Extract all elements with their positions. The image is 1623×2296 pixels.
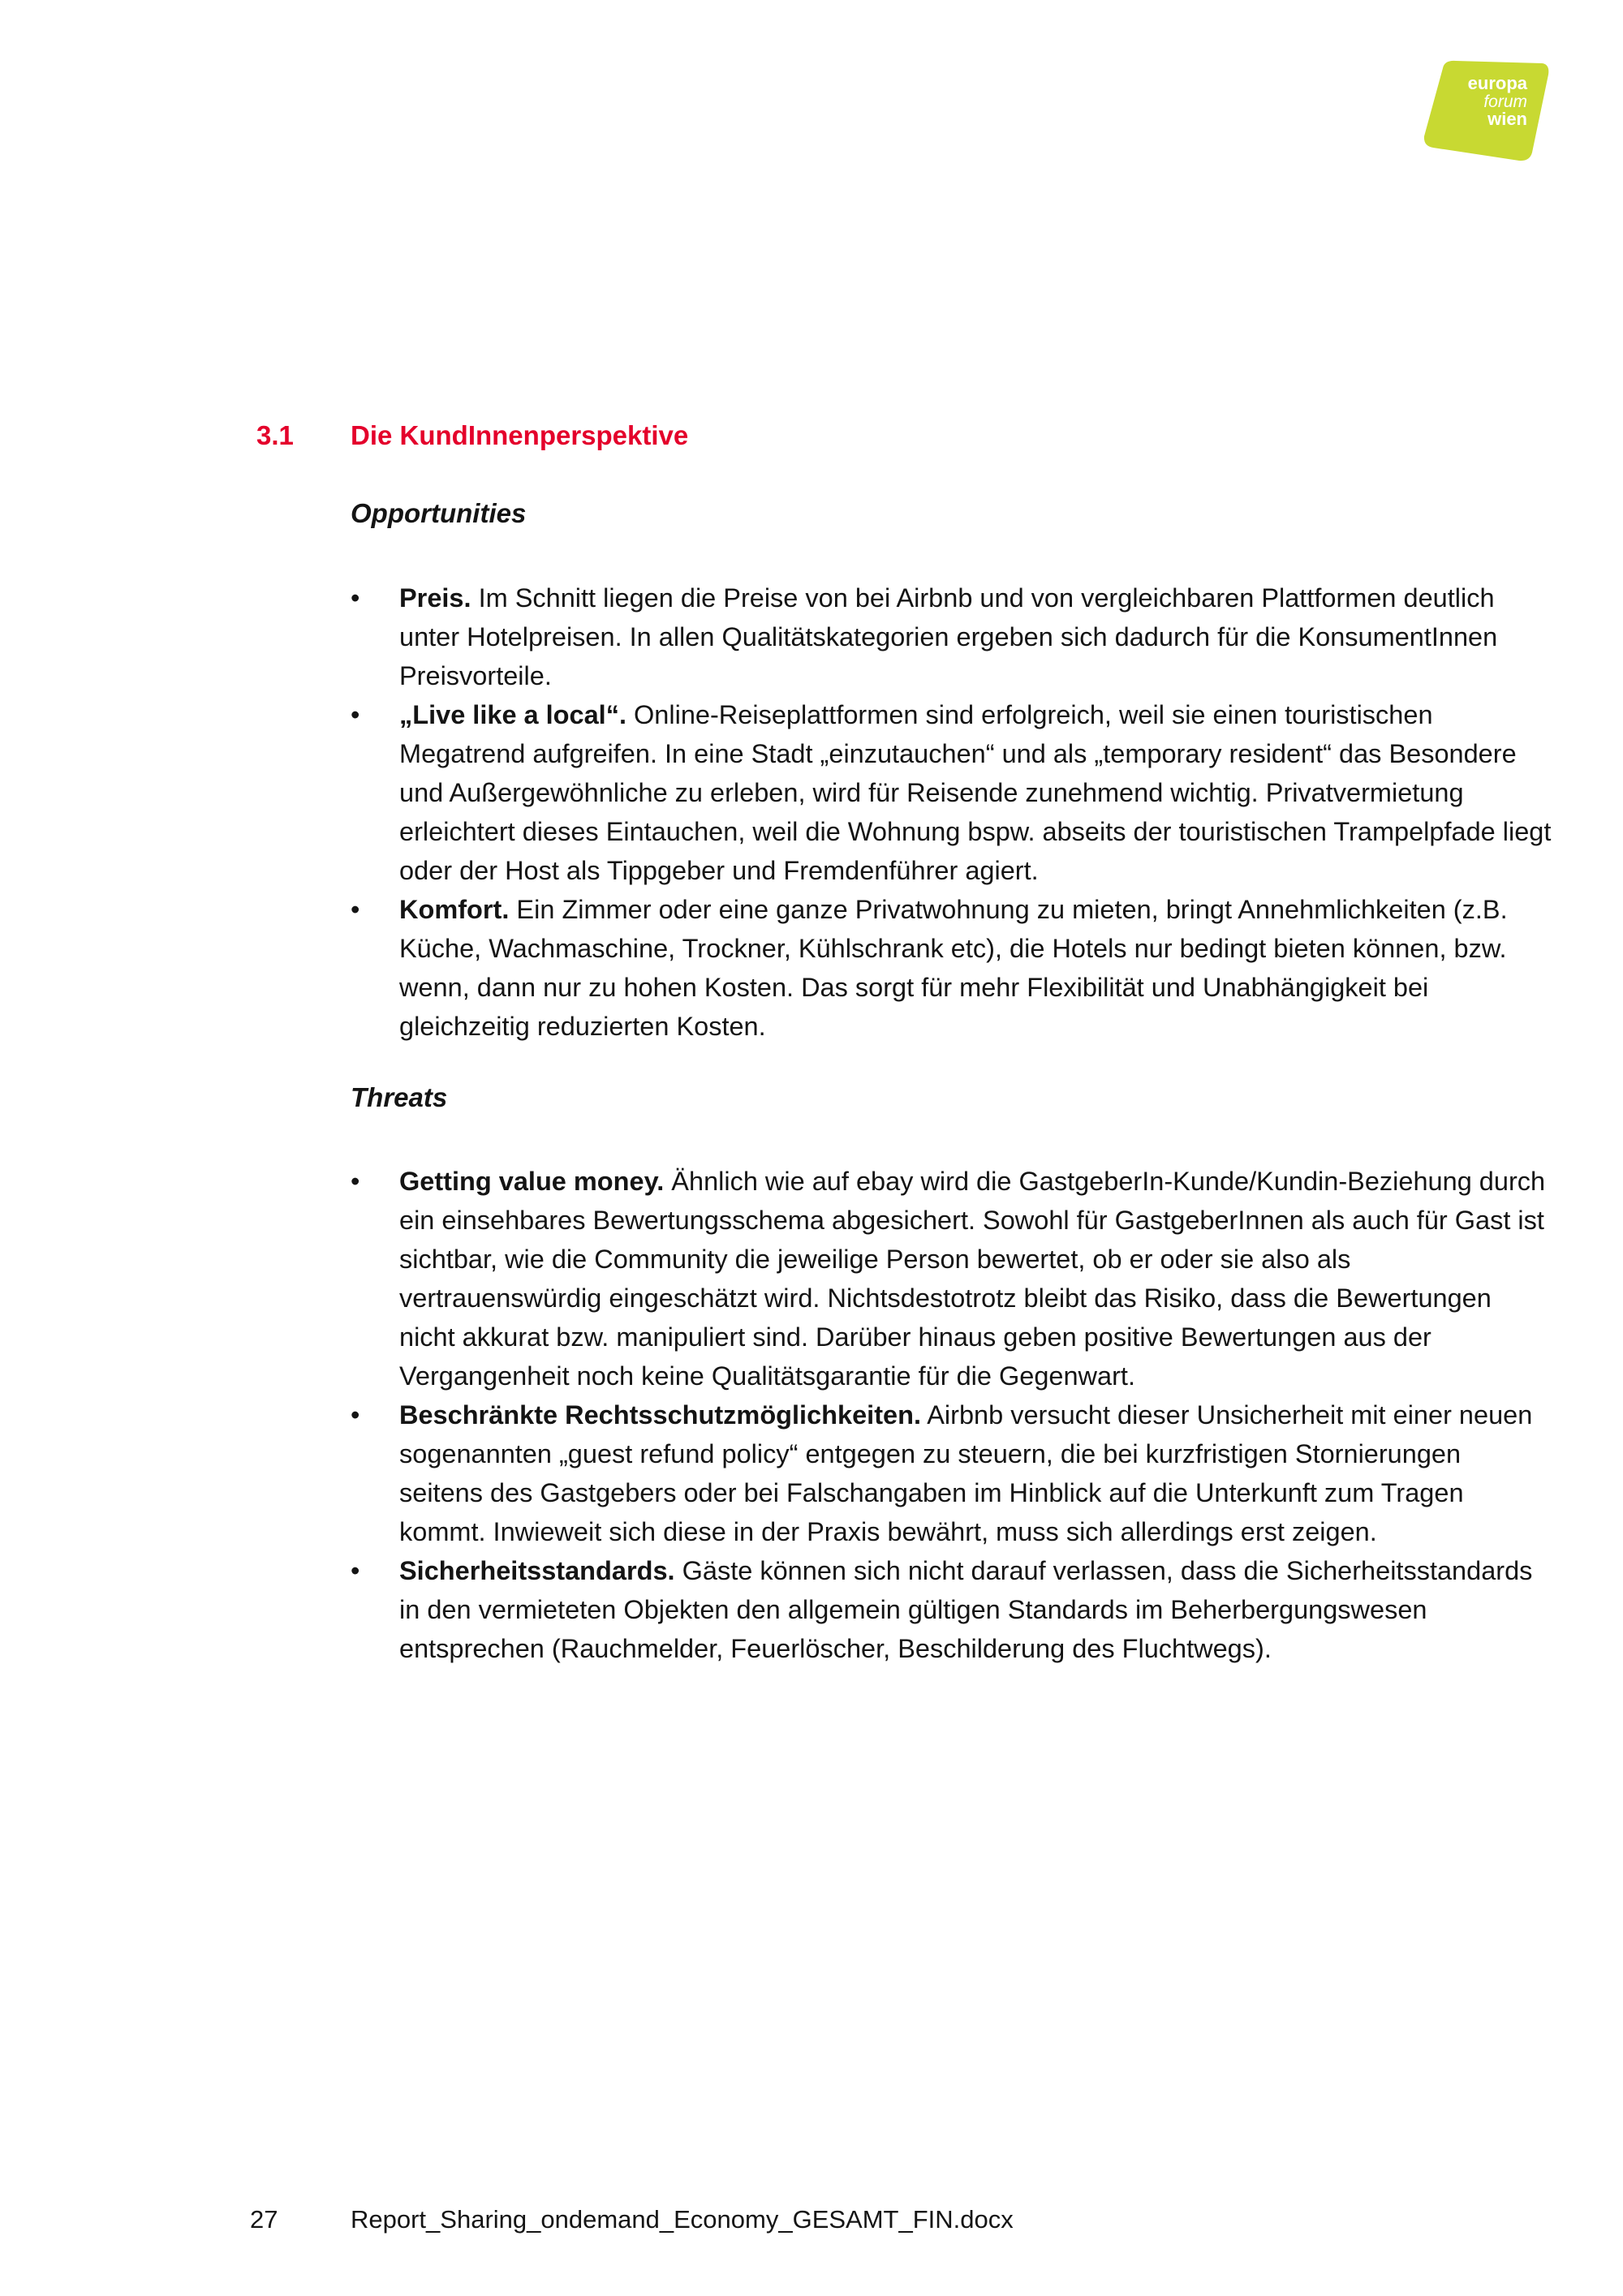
footer-page-number: 27 — [250, 2205, 278, 2234]
list-item — [351, 578, 1552, 695]
item-text: Online-Reiseplattformen sind erfolgreich, weil sie einen touristischen Megatrend aufgreifen. In eine Stadt „einzutauchen“ und als „temporary resident“ das Besondere und Außergewöhnliche zu erleben, wird für Reisende zunehmend wichtig. Privatvermietung erleichtert dieses Eintauchen, weil die Wohnung bspw. abseits der touristischen Trampelpfade liegt oder der Host als Tippgeber und Fremdenführer agiert. — [399, 700, 1552, 885]
item-text: Airbnb versucht dieser Unsicherheit mit einer neuen sogenannten „guest refund policy“ entgegen zu steuern, die bei kurzfristigen Stornierungen seitens des Gastgebers oder bei Falschangaben im Hinblick auf die Unterkunft zum Tragen kommt. Inwieweit sich diese in der Praxis bewährt, muss sich allerdings erst zeigen. — [399, 1400, 1533, 1546]
threats-list — [351, 1162, 1552, 1668]
bullet-icon: • — [351, 895, 360, 924]
bullet-icon: • — [351, 1167, 360, 1196]
opportunities-list — [351, 578, 1552, 1046]
item-lead: Preis. — [399, 583, 471, 613]
item-text: Ähnlich wie auf ebay wird die GastgeberIn-Kunde/Kundin-Beziehung durch ein einsehbares Bewertungsschema abgesichert. Sowohl für GastgeberInnen als auch für Gast ist sichtbar, wie die Community die jeweilige Person bewertet, ob er oder sie also als vertrauenswürdig eingeschätzt wird. Nichtsdestotrotz bleibt das Risiko, dass die Bewertungen nicht akkurat bzw. manipuliert sind. Darüber hinaus geben positive Bewertungen aus der Vergangenheit noch keine Qualitätsgarantie für die Gegenwart. — [399, 1167, 1546, 1391]
bullet-icon: • — [351, 700, 360, 729]
opportunities-heading: Opportunities — [351, 498, 527, 528]
item-lead: Getting value money. — [399, 1167, 665, 1196]
item-lead: Komfort. — [399, 895, 510, 924]
list-item — [351, 1551, 1552, 1668]
list-item — [351, 890, 1552, 1046]
section-title: Die KundInnenperspektive — [351, 420, 689, 450]
logo-text-forum: forum — [1483, 92, 1527, 111]
logo-text-europa: europa — [1467, 73, 1527, 93]
list-item — [351, 1395, 1552, 1551]
item-lead: Sicherheitsstandards. — [399, 1556, 675, 1585]
list-item — [351, 1162, 1552, 1395]
threats-heading: Threats — [351, 1082, 448, 1112]
logo-text-wien: wien — [1487, 109, 1527, 129]
bullet-icon: • — [351, 1400, 360, 1430]
list-item — [351, 695, 1552, 890]
item-lead: „Live like a local“. — [399, 700, 626, 729]
item-text: Gäste können sich nicht darauf verlassen, dass die Sicherheitsstandards in den vermieteten Objekten den allgemein gültigen Standards im Beherbergungswesen entsprechen (Rauchmelder, Feuerlöscher, Beschilderung des Fluchtwegs). — [399, 1556, 1533, 1663]
item-lead: Beschränkte Rechtsschutzmöglichkeiten. — [399, 1400, 921, 1430]
footer-filename: Report_Sharing_ondemand_Economy_GESAMT_FIN.docx — [351, 2205, 1014, 2234]
item-text: Im Schnitt liegen die Preise von bei Airbnb und von vergleichbaren Plattformen deutlich unter Hotelpreisen. In allen Qualitätskategorien ergeben sich dadurch für die KonsumentInnen Preisvorteile. — [399, 583, 1498, 690]
europa-forum-wien-logo — [1420, 58, 1550, 164]
item-text: Ein Zimmer oder eine ganze Privatwohnung zu mieten, bringt Annehmlichkeiten (z.B. Küche, Wachmaschine, Trockner, Kühlschrank etc), die Hotels nur bedingt bieten können, bzw. wenn, dann nur zu hohen Kosten. Das sorgt für mehr Flexibilität und Unabhängigkeit bei gleichzeitig reduzierten Kosten. — [399, 895, 1508, 1041]
bullet-icon: • — [351, 1556, 360, 1585]
bullet-icon: • — [351, 583, 360, 613]
section-number: 3.1 — [256, 420, 294, 450]
